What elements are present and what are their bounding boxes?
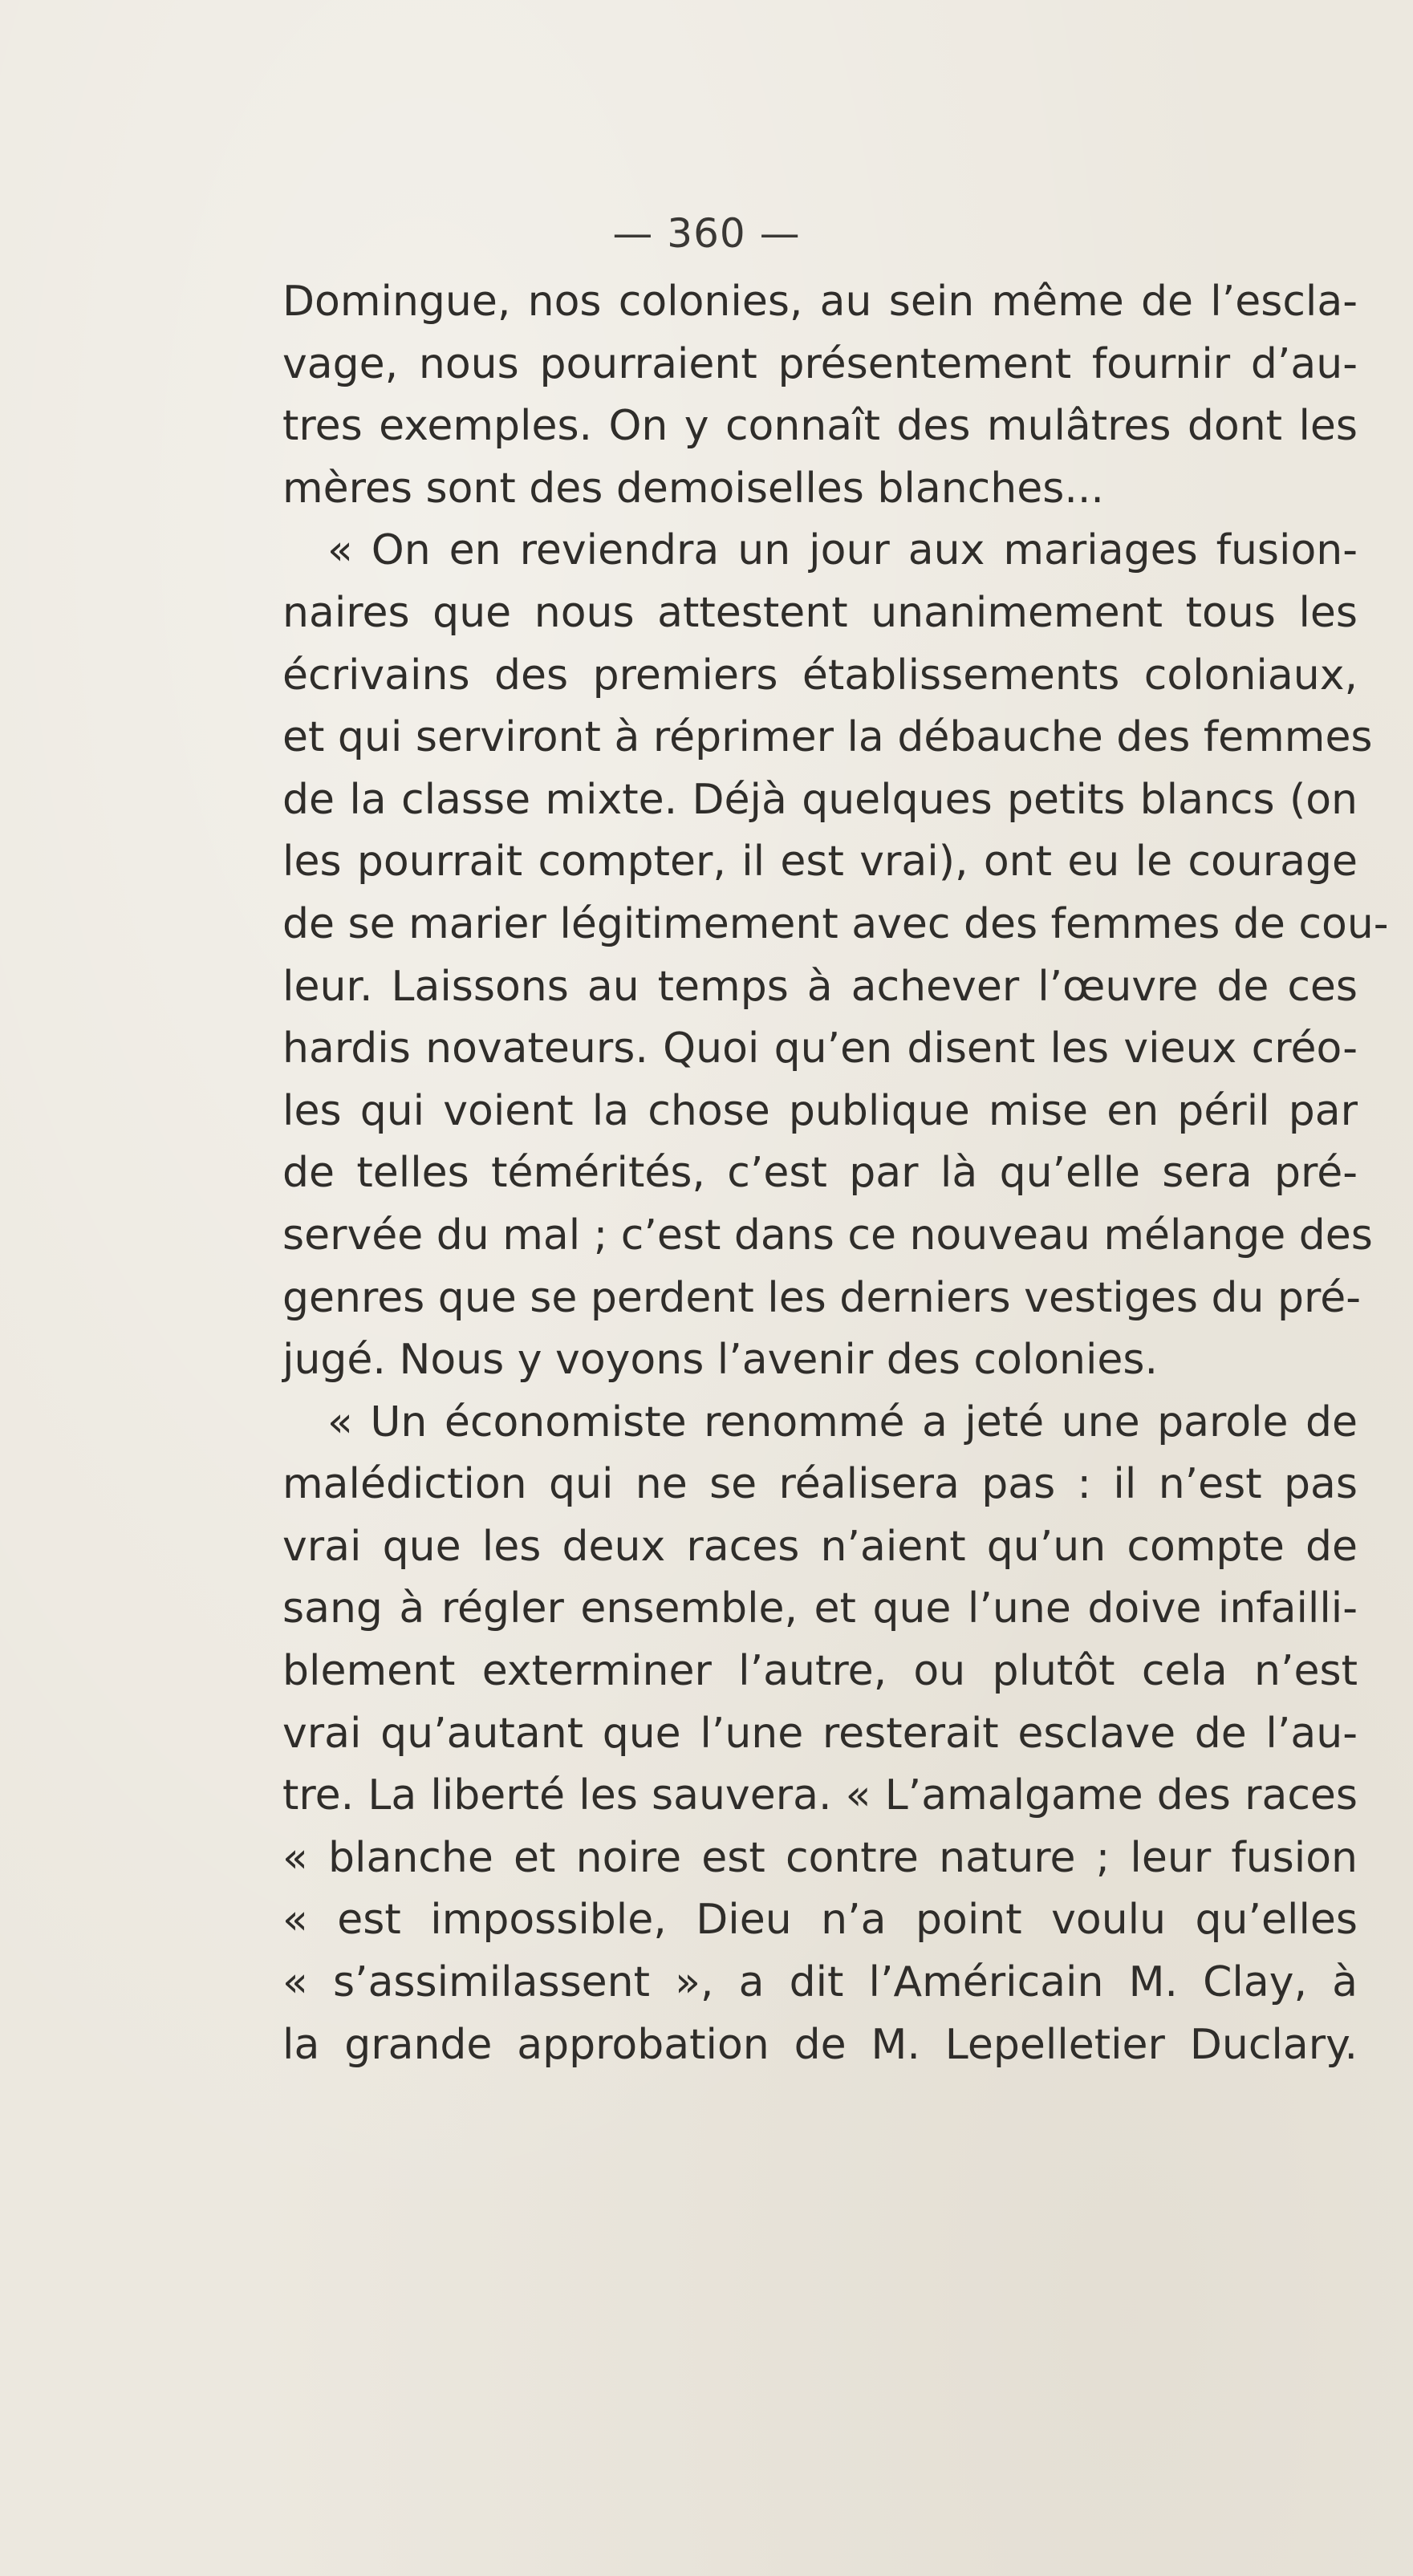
text-line: tre. La liberté les sauvera. « L’amalgame des races [282, 1771, 1358, 1820]
text-line: les pourrait compter, il est vrai), ont eu le courage [282, 838, 1358, 886]
text-line: malédiction qui ne se réalisera pas : il n’est pas [282, 1460, 1358, 1509]
text-line: blement exterminer l’autre, ou plutôt cela n’est [282, 1647, 1358, 1696]
text-line: vrai qu’autant que l’une resterait esclave de l’au- [282, 1709, 1358, 1758]
text-line: « On en reviendra un jour aux mariages fusion- [327, 526, 1358, 575]
text-line: de se marier légitimement avec des femmes de cou- [282, 899, 1389, 948]
text-line: « blanche et noire est contre nature ; leur fusion [282, 1833, 1358, 1882]
text-line: jugé. Nous y voyons l’avenir des colonies. [282, 1336, 1159, 1385]
text-line: mères sont des demoiselles blanches... [282, 464, 1104, 513]
text-line: tres exemples. On y connaît des mulâtres dont les [282, 402, 1358, 451]
text-line: sang à régler ensemble, et que l’une doive infailli- [282, 1584, 1358, 1633]
text-line: de la classe mixte. Déjà quelques petits blancs (on [282, 775, 1358, 824]
page-number: — 360 — [612, 210, 801, 257]
text-line: leur. Laissons au temps à achever l’œuvre de ces [282, 962, 1358, 1011]
text-line: de telles témérités, c’est par là qu’elle sera pré- [282, 1149, 1358, 1198]
text-line: genres que se perdent les derniers vestiges du pré- [282, 1273, 1361, 1322]
text-line: Domingue, nos colonies, au sein même de l’escla- [282, 278, 1358, 326]
text-line: « Un économiste renommé a jeté une parole de [327, 1398, 1358, 1446]
body-text [282, 271, 1389, 2076]
text-line: et qui serviront à réprimer la débauche des femmes [282, 713, 1373, 762]
text-line: écrivains des premiers établissements coloniaux, [282, 651, 1358, 700]
text-line: « est impossible, Dieu n’a point voulu qu’elles [282, 1896, 1358, 1945]
text-line: naires que nous attestent unanimement tous les [282, 588, 1358, 637]
text-line: les qui voient la chose publique mise en péril par [282, 1086, 1358, 1135]
text-line: vrai que les deux races n’aient qu’un compte de [282, 1522, 1358, 1571]
text-line: « s’assimilassent », a dit l’Américain M. Clay, à [282, 1958, 1358, 2007]
text-line: la grande approbation de M. Lepelletier Duclary. [282, 2020, 1358, 2069]
text-line: vage, nous pourraient présentement fournir d’au- [282, 339, 1358, 388]
text-line: servée du mal ; c’est dans ce nouveau mélange des [282, 1211, 1373, 1260]
text-line: hardis novateurs. Quoi qu’en disent les vieux créo- [282, 1024, 1358, 1073]
